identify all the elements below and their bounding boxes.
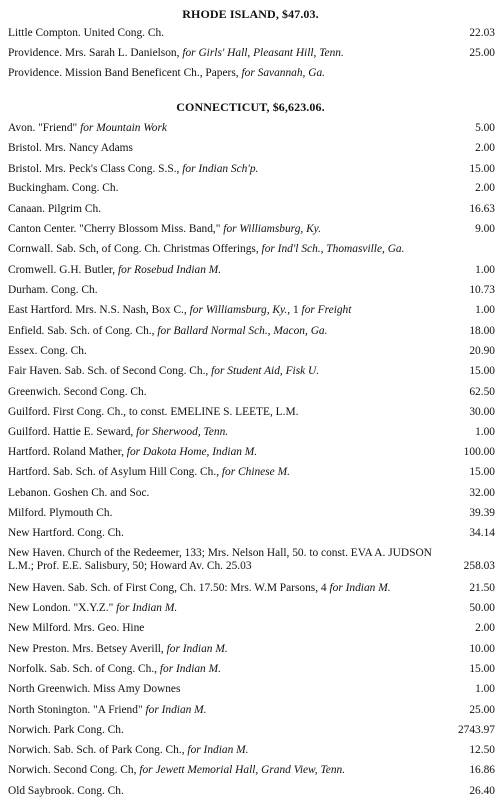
amount: 100.00 bbox=[463, 446, 495, 458]
list-item: Hartford. Roland Mather, for Dakota Home, Indian M. 100.00 bbox=[8, 446, 495, 458]
list-item: Buckingham. Cong. Ch. 2.00 bbox=[8, 182, 495, 194]
amount: 16.63 bbox=[469, 203, 495, 215]
list-item: New Hartford. Cong. Ch. 34.14 bbox=[8, 527, 495, 539]
amount: 2.00 bbox=[475, 182, 495, 194]
amount: 18.00 bbox=[469, 325, 495, 337]
list-item: New Preston. Mrs. Betsey Averill, for Indian M. 10.00 bbox=[8, 643, 495, 655]
list-item: Canaan. Pilgrim Ch. 16.63 bbox=[8, 203, 495, 215]
amount: 26.40 bbox=[469, 785, 495, 797]
amount: 1.00 bbox=[475, 426, 495, 438]
amount: 1.00 bbox=[475, 304, 495, 316]
amount: 50.00 bbox=[469, 602, 495, 614]
list-item: Bristol. Mrs. Peck's Class Cong. S.S., for Indian Sch'p. 15.00 bbox=[8, 163, 495, 175]
list-item: Cromwell. G.H. Butler, for Rosebud Indian M. 1.00 bbox=[8, 264, 495, 276]
list-item: Norwich. Park Cong. Ch. 2743.97 bbox=[8, 724, 495, 736]
amount: 22.03 bbox=[469, 27, 495, 39]
amount: 25.00 bbox=[469, 47, 495, 59]
list-item: Guilford. First Cong. Ch., to const. EMELINE S. LEETE, L.M. 30.00 bbox=[8, 406, 495, 418]
list-item: Durham. Cong. Ch. 10.73 bbox=[8, 284, 495, 296]
amount: 1.00 bbox=[475, 264, 495, 276]
list-item: Essex. Cong. Ch. 20.90 bbox=[8, 345, 495, 357]
list-item: Norfolk. Sab. Sch. of Cong. Ch., for Indian M. 15.00 bbox=[8, 663, 495, 675]
amount: 16.86 bbox=[469, 764, 495, 776]
amount: 32.00 bbox=[469, 487, 495, 499]
amount: 62.50 bbox=[469, 386, 495, 398]
amount: 34.14 bbox=[469, 527, 495, 539]
amount: 2.00 bbox=[475, 142, 495, 154]
amount: 12.50 bbox=[469, 744, 495, 756]
list-item: Old Saybrook. Cong. Ch. 26.40 bbox=[8, 785, 495, 797]
list-item: Lebanon. Goshen Ch. and Soc. 32.00 bbox=[8, 487, 495, 499]
list-item: North Stonington. "A Friend" for Indian M. 25.00 bbox=[8, 704, 495, 716]
list-item: New Haven. Sab. Sch. of First Cong, Ch. 17.50: Mrs. W.M Parsons, 4 for Indian M. 21.50 bbox=[8, 582, 495, 594]
list-item: New Haven. Church of the Redeemer, 133; Mrs. Nelson Hall, 50. to const. EVA A. JUDSON L.M.; Prof. E.E. Salisbury, 50; Howard Av. Ch. 25.03 258.03 bbox=[8, 547, 495, 572]
list-item: Bristol. Mrs. Nancy Adams 2.00 bbox=[8, 142, 495, 154]
list-item: East Hartford. Mrs. N.S. Nash, Box C., for Williamsburg, Ky., 1 for Freight 1.00 bbox=[8, 304, 495, 316]
amount: 15.00 bbox=[469, 663, 495, 675]
section-heading-rhode-island: RHODE ISLAND, $47.03. bbox=[182, 7, 319, 21]
amount: 39.39 bbox=[469, 507, 495, 519]
list-item: Providence. Mission Band Beneficent Ch., Papers, for Savannah, Ga. bbox=[8, 67, 326, 79]
amount: 30.00 bbox=[469, 406, 495, 418]
list-item: Guilford. Hattie E. Seward, for Sherwood, Tenn. 1.00 bbox=[8, 426, 495, 438]
list-item: Cornwall. Sab. Sch, of Cong. Ch. Christmas Offerings, for Ind'l Sch., Thomasville, Ga. bbox=[8, 243, 405, 255]
list-item: Fair Haven. Sab. Sch. of Second Cong. Ch., for Student Aid, Fisk U. 15.00 bbox=[8, 365, 495, 377]
amount: 15.00 bbox=[469, 163, 495, 175]
amount: 5.00 bbox=[475, 122, 495, 134]
amount: 20.90 bbox=[469, 345, 495, 357]
amount: 9.00 bbox=[475, 223, 495, 235]
list-item: Hartford. Sab. Sch. of Asylum Hill Cong. Ch., for Chinese M. 15.00 bbox=[8, 466, 495, 478]
list-item: Providence. Mrs. Sarah L. Danielson, for Girls' Hall, Pleasant Hill, Tenn. 25.00 bbox=[8, 47, 495, 59]
amount: 10.73 bbox=[469, 284, 495, 296]
amount: 15.00 bbox=[469, 466, 495, 478]
amount: 21.50 bbox=[469, 582, 495, 594]
amount: 258.03 bbox=[463, 560, 495, 572]
amount: 1.00 bbox=[475, 683, 495, 695]
list-item: Enfield. Sab. Sch. of Cong. Ch., for Ballard Normal Sch., Macon, Ga. 18.00 bbox=[8, 325, 495, 337]
list-item: Norwich. Sab. Sch. of Park Cong. Ch., for Indian M. 12.50 bbox=[8, 744, 495, 756]
list-item: Milford. Plymouth Ch. 39.39 bbox=[8, 507, 495, 519]
amount: 25.00 bbox=[469, 704, 495, 716]
list-item: New London. "X.Y.Z." for Indian M. 50.00 bbox=[8, 602, 495, 614]
list-item: North Greenwich. Miss Amy Downes 1.00 bbox=[8, 683, 495, 695]
list-item: Canton Center. "Cherry Blossom Miss. Band," for Williamsburg, Ky. 9.00 bbox=[8, 223, 495, 235]
list-item: Avon. "Friend" for Mountain Work 5.00 bbox=[8, 122, 495, 134]
amount: 10.00 bbox=[469, 643, 495, 655]
section-heading-connecticut: CONNECTICUT, $6,623.06. bbox=[176, 100, 325, 114]
amount: 2743.97 bbox=[457, 724, 495, 736]
amount: 2.00 bbox=[475, 622, 495, 634]
list-item: Greenwich. Second Cong. Ch. 62.50 bbox=[8, 386, 495, 398]
amount: 15.00 bbox=[469, 365, 495, 377]
list-item: New Milford. Mrs. Geo. Hine 2.00 bbox=[8, 622, 495, 634]
list-item: Little Compton. United Cong. Ch. 22.03 bbox=[8, 27, 495, 39]
list-item: Norwich. Second Cong. Ch, for Jewett Memorial Hall, Grand View, Tenn. 16.86 bbox=[8, 764, 495, 776]
